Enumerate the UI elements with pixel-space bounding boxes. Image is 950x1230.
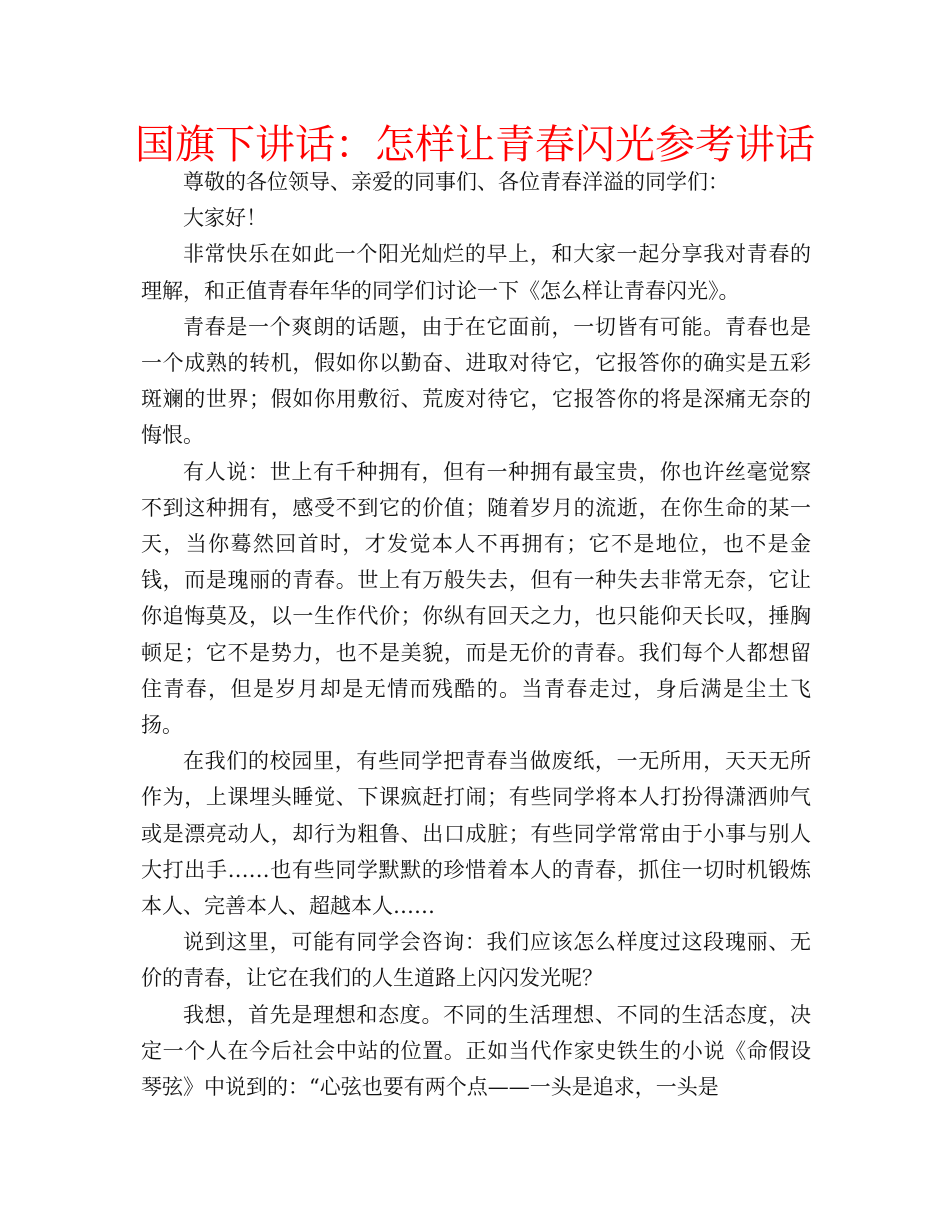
page-title: 国旗下讲话：怎样让青春闪光参考讲话 <box>135 122 815 168</box>
document-body <box>141 164 811 1105</box>
paragraph-2: 青春是一个爽朗的话题，由于在它面前，一切皆有可能。青春也是一个成熟的转机，假如你以勤奋、进取对待它，它报答你的确实是五彩斑斓的世界；假如你用敷衍、荒废对待它，它报答你的将是深痛无奈的悔恨。 <box>141 314 811 448</box>
paragraph-salutation: 尊敬的各位领导、亲爱的同事们、各位青春洋溢的同学们： <box>183 170 729 194</box>
paragraph-1: 非常快乐在如此一个阳光灿烂的早上，和大家一起分享我对青春的理解，和正值青春年华的同学们讨论一下《怎么样让青春闪光》。 <box>141 242 811 303</box>
paragraph-3: 有人说：世上有千种拥有，但有一种拥有最宝贵，你也许丝毫觉察不到这种拥有，感受不到它的价值；随着岁月的流逝，在你生命的某一天，当你蓦然回首时，才发觉本人不再拥有；它不是地位，也不是金钱，而是瑰丽的青春。世上有万般失去，但有一种失去非常无奈，它让你追悔莫及，以一生作代价；你纵有回天之力，也只能仰天长叹，捶胸顿足；它不是势力，也不是美貌，而是无价的青春。我们每个人都想留住青春，但是岁月却是无情而残酷的。当青春走过，身后满是尘土飞扬。 <box>141 459 811 738</box>
paragraph-4: 在我们的校园里，有些同学把青春当做废纸，一无所用，天天无所作为，上课埋头睡觉、下课疯赶打闹；有些同学将本人打扮得潇洒帅气或是漂亮动人，却行为粗鲁、出口成脏；有些同学常常由于小事与别人大打出手……也有些同学默默的珍惜着本人的青春，抓住一切时机锻炼本人、完善本人、超越本人…… <box>141 749 811 919</box>
paragraph-6: 我想，首先是理想和态度。不同的生活理想、不同的生活态度，决定一个人在今后社会中站的位置。正如当代作家史铁生的小说《命假设琴弦》中说到的：“心弦也要有两个点——一头是追求，一头是 <box>141 1002 811 1100</box>
paragraph-5: 说到这里，可能有同学会咨询：我们应该怎么样度过这段瑰丽、无价的青春，让它在我们的人生道路上闪闪发光呢？ <box>141 930 811 991</box>
paragraph-greeting: 大家好！ <box>183 206 267 231</box>
